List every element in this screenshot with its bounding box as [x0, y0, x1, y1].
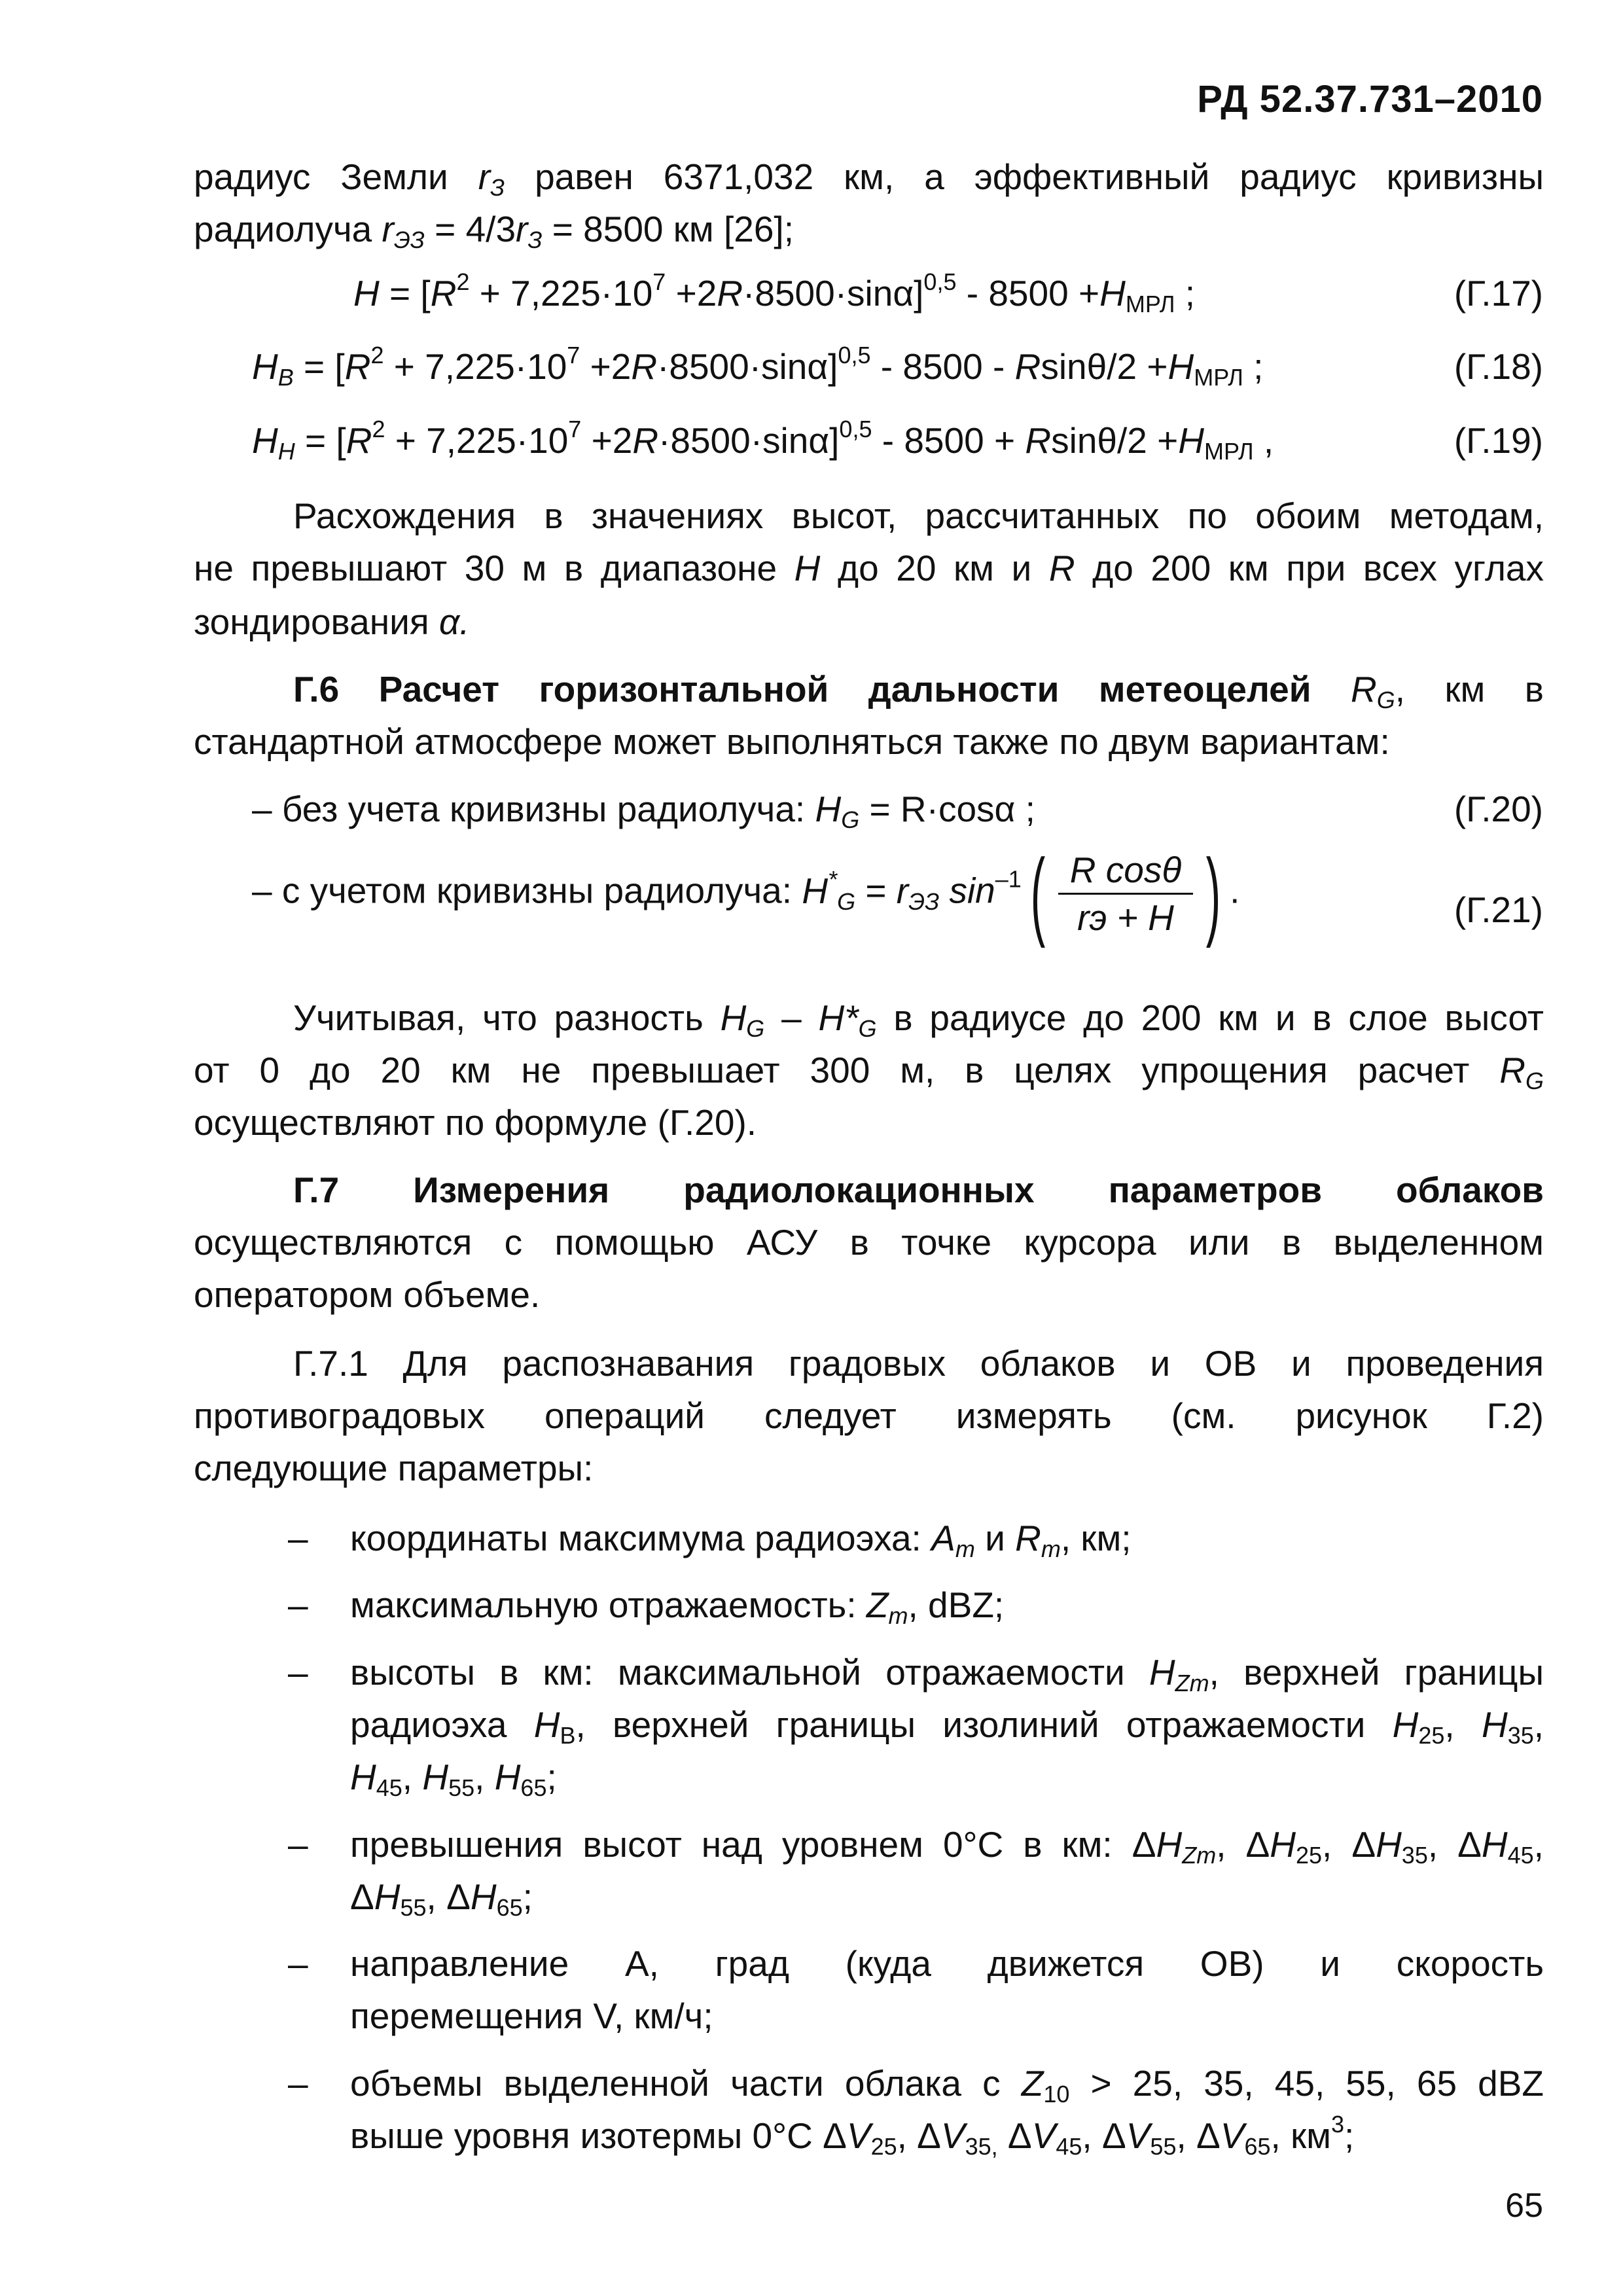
formula-g17: $H = [R^2 + 7,225\cdot 10^7 +2R\cdot 8500\cdot\sin\alpha]^{0,5} - 8500 +H_{МРЛ}$ ; — [353, 268, 1196, 317]
formula-g18: $H_В = [R^2 + 7,225\cdot 10^7 +2R\cdot 8500\cdot\sin\alpha]^{0,5} - 8500 - Rsin\theta/2 +H_{МРЛ}$ ; — [252, 342, 1264, 391]
formula-number: (Г.21) — [1454, 889, 1543, 930]
list-item-cont: $\Delta H_{55}$, $\Delta H_{65}$; — [350, 1876, 533, 1921]
list-item-cont: перемещения V, км/ч; — [350, 1996, 713, 2036]
text-line: зондирования α. — [194, 601, 470, 642]
formula-number: (Г.18) — [1454, 346, 1543, 387]
list-dash: – — [288, 1943, 308, 1984]
list-item-cont: выше уровня изотермы 0°С $\Delta V_{25}$, $\Delta V_{35,}$ $\Delta V_{45}$, $\Delta V_{55}$, $\Delta V_{65}$, $км^3$; — [350, 2111, 1355, 2160]
list-item: превышения высот над уровнем 0°С в км: $\Delta H_{Zm}$, $\Delta H_{25}$, $\Delta H_{35}$, $\Delta H_{45}$, — [350, 1824, 1544, 1869]
list-item: направление А, град (куда движется ОВ) и скорость — [350, 1943, 1544, 1984]
list-item: высоты в км: максимальной отражаемости $H_{Zm}$, верхней границы — [350, 1652, 1544, 1696]
text-line: радиолуча $r_{ЭЗ} = 4/3r_З = 8500$ км [26]; — [194, 209, 794, 253]
formula-g19: $H_Н = [R^2 + 7,225\cdot 10^7 +2R\cdot 8500\cdot\sin\alpha]^{0,5} - 8500 + Rsin\theta/2 +H_{МРЛ}$ , — [252, 416, 1274, 465]
text-line: радиус Земли $r_З$ равен 6371,032 км, а эффективный радиус кривизны — [194, 156, 1544, 201]
formula-g21: – с учетом кривизны радиолуча: $H^*_G = r_{ЭЗ}$ $\sin^{-1}$( $\frac{\text{R cosθ}}{rэ + H}$ ) . — [252, 838, 1240, 948]
list-item: максимальную отражаемость: $Z_m$, dBZ; — [350, 1585, 1005, 1629]
list-dash: – — [288, 1652, 308, 1693]
text-line: противоградовых операций следует измерять (см. рисунок Г.2) — [194, 1395, 1544, 1436]
formula-g20: – без учета кривизны радиолуча: $H_G = R\cdot\cos\alpha$ ; — [252, 789, 1035, 833]
text-line: Учитывая, что разность $H_G - H*_G$ в радиусе до 200 км и в слое высот — [293, 997, 1544, 1042]
formula-number: (Г.19) — [1454, 420, 1543, 461]
list-dash: – — [288, 1518, 308, 1558]
text-line: не превышают 30 м в диапазоне H до 20 км и R до 200 км при всех углах — [194, 548, 1544, 588]
list-dash: – — [288, 1585, 308, 1625]
formula-number: (Г.20) — [1454, 789, 1543, 829]
list-item: координаты максимума радиоэха: $A_m$ и $R_m$, км; — [350, 1518, 1132, 1562]
document-code: РД 52.37.731–2010 — [1197, 78, 1543, 120]
list-item-cont: радиоэха $H_В$, верхней границы изолиний отражаемости $H_{25}$, $H_{35}$, — [350, 1704, 1544, 1749]
list-dash: – — [288, 1824, 308, 1865]
text-line: следующие параметры: — [194, 1448, 594, 1488]
section-heading-g6: Г.6 Расчет горизонтальной дальности метеоцелей $R_G$, км в — [293, 669, 1544, 713]
list-item: объемы выделенной части облака с $Z_{10} > 25$, 35, 45, 55, 65 dBZ — [350, 2063, 1544, 2108]
list-dash: – — [288, 2063, 308, 2104]
text-line: оператором объеме. — [194, 1274, 541, 1315]
text-line: Г.7.1 Для распознавания градовых облаков и ОВ и проведения — [293, 1343, 1544, 1384]
section-heading-g7: Г.7 Измерения радиолокационных параметров облаков — [293, 1170, 1544, 1210]
text-line: стандартной атмосфере может выполняться также по двум вариантам: — [194, 721, 1390, 762]
formula-number: (Г.17) — [1454, 273, 1543, 314]
text-line: от 0 до 20 км не превышает 300 м, в целях упрощения расчет $R_G$ — [194, 1050, 1544, 1094]
text-line: осуществляются с помощью АСУ в точке курсора или в выделенном — [194, 1222, 1544, 1263]
list-item-cont: $H_{45}$, $H_{55}$, $H_{65}$; — [350, 1757, 557, 1801]
text-line: осуществляют по формуле (Г.20). — [194, 1102, 757, 1143]
text-line: Расхождения в значениях высот, рассчитанных по обоим методам, — [293, 495, 1544, 536]
page-number: 65 — [1505, 2187, 1543, 2225]
